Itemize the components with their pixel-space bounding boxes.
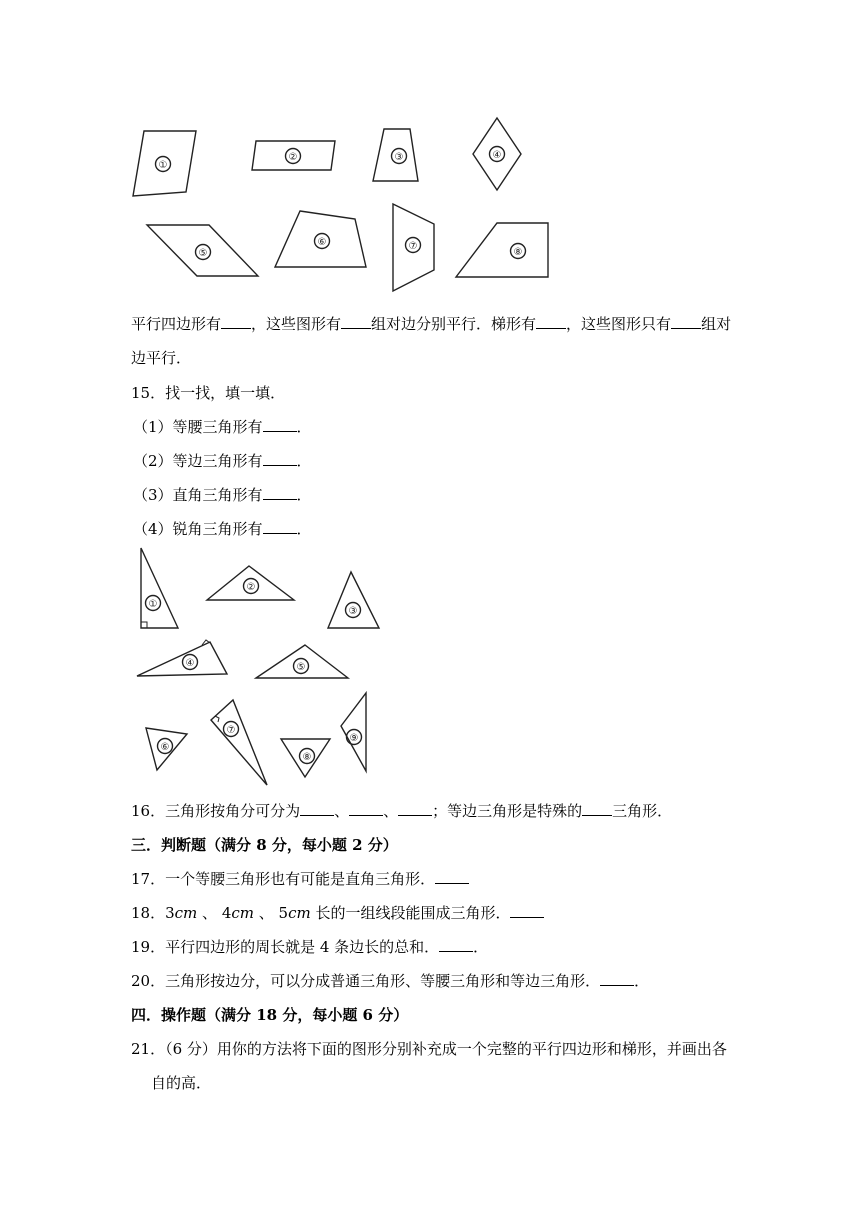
q20 [131,971,649,991]
answer-blank[interactable] [439,937,473,952]
answer-blank[interactable] [300,801,334,816]
q14-text-e: 组对 [701,315,732,333]
shape-label-7: ⑦ [408,241,418,252]
section-4-heading: 四．操作题（满分 18 分，每小题 6 分） [131,1006,409,1024]
q15-item-text: （1）等腰三角形有 [133,418,263,436]
period: ． [473,938,489,956]
q21-line-1: 21．（6 分）用你的方法将下面的图形分别补充成一个完整的平行四边形和梯形，并画出各 [131,1040,727,1058]
shape-label-6: ⑥ [317,237,327,248]
triangle-label-8: ⑧ [302,752,312,763]
q16-text-a: 16．三角形按角分可分为 [131,802,301,820]
triangle-label-3: ③ [348,606,358,617]
separator: 、 [197,904,222,922]
q15-item-text: （4）锐角三角形有 [133,520,263,538]
q19 [131,937,488,957]
triangle-7 [211,700,267,785]
q15-title: 15．找一找，填一填． [131,384,286,402]
triangle-9 [341,693,366,771]
triangle-label-4: ④ [185,658,195,669]
q14-text-a: 平行四边形有 [131,315,222,333]
triangle-label-5: ⑤ [296,662,306,673]
q14-text-d: ，这些图形只有 [566,315,672,333]
q14-text-c: 组对边分别平行．梯形有 [371,315,537,333]
q14-text-b: ，这些图形有 [251,315,342,333]
triangle-label-1: ① [148,599,158,610]
shape-label-1: ① [158,160,168,171]
period: ． [296,418,312,436]
triangle-label-9: ⑨ [349,733,359,744]
period: ． [296,486,312,504]
q16-text-b: ；等边三角形是特殊的 [432,802,583,820]
q18-value-1: 3 [165,904,175,922]
shape-label-2: ② [288,152,298,163]
answer-blank[interactable] [582,801,612,816]
q18-text: 长的一组线段能围成三角形． [310,904,511,922]
q16 [131,801,672,821]
shape-label-4: ④ [492,150,502,161]
q21-line-2: 自的高． [151,1074,212,1092]
shape-label-3: ③ [394,152,404,163]
triangle-4 [137,642,227,676]
q15-item-text: （2）等边三角形有 [133,452,263,470]
triangle-3 [328,572,379,628]
q18-value-2: 4 [221,904,232,922]
answer-blank[interactable] [398,801,432,816]
shape-label-8: ⑧ [513,247,523,258]
separator: 、 [334,802,350,820]
q17 [131,869,469,889]
separator: 、 [253,904,279,922]
answer-blank[interactable] [600,971,634,986]
q20-text: 20．三角形按边分，可以分成普通三角形、等腰三角形和等边三角形． [131,972,601,990]
triangle-label-7: ⑦ [226,725,236,736]
period: ． [296,520,312,538]
shape-label-5: ⑤ [198,248,208,259]
q18-unit-2: cm [231,904,254,922]
q18-unit-3: cm [288,904,311,922]
triangle-label-6: ⑥ [160,742,170,753]
q18-unit-1: cm [174,904,198,922]
q18-value-3: 5 [278,904,289,922]
answer-blank[interactable] [510,903,544,918]
answer-blank[interactable] [349,801,383,816]
answer-blank[interactable] [435,869,469,884]
q17-text: 17．一个等腰三角形也有可能是直角三角形． [131,870,436,888]
triangle-1 [141,548,178,628]
triangle-label-2: ② [246,582,256,593]
q18 [131,903,544,923]
period: ． [296,452,312,470]
q14-line-2: 边平行． [131,349,192,367]
section-3-heading: 三．判断题（满分 8 分，每小题 2 分） [131,836,398,854]
q19-text: 19．平行四边形的周长就是 4 条边长的总和． [131,938,440,956]
q18-number: 18． [131,904,166,922]
separator: 、 [383,802,399,820]
q15-item-text: （3）直角三角形有 [133,486,263,504]
q16-text-c: 三角形． [612,802,673,820]
period: ． [634,972,650,990]
